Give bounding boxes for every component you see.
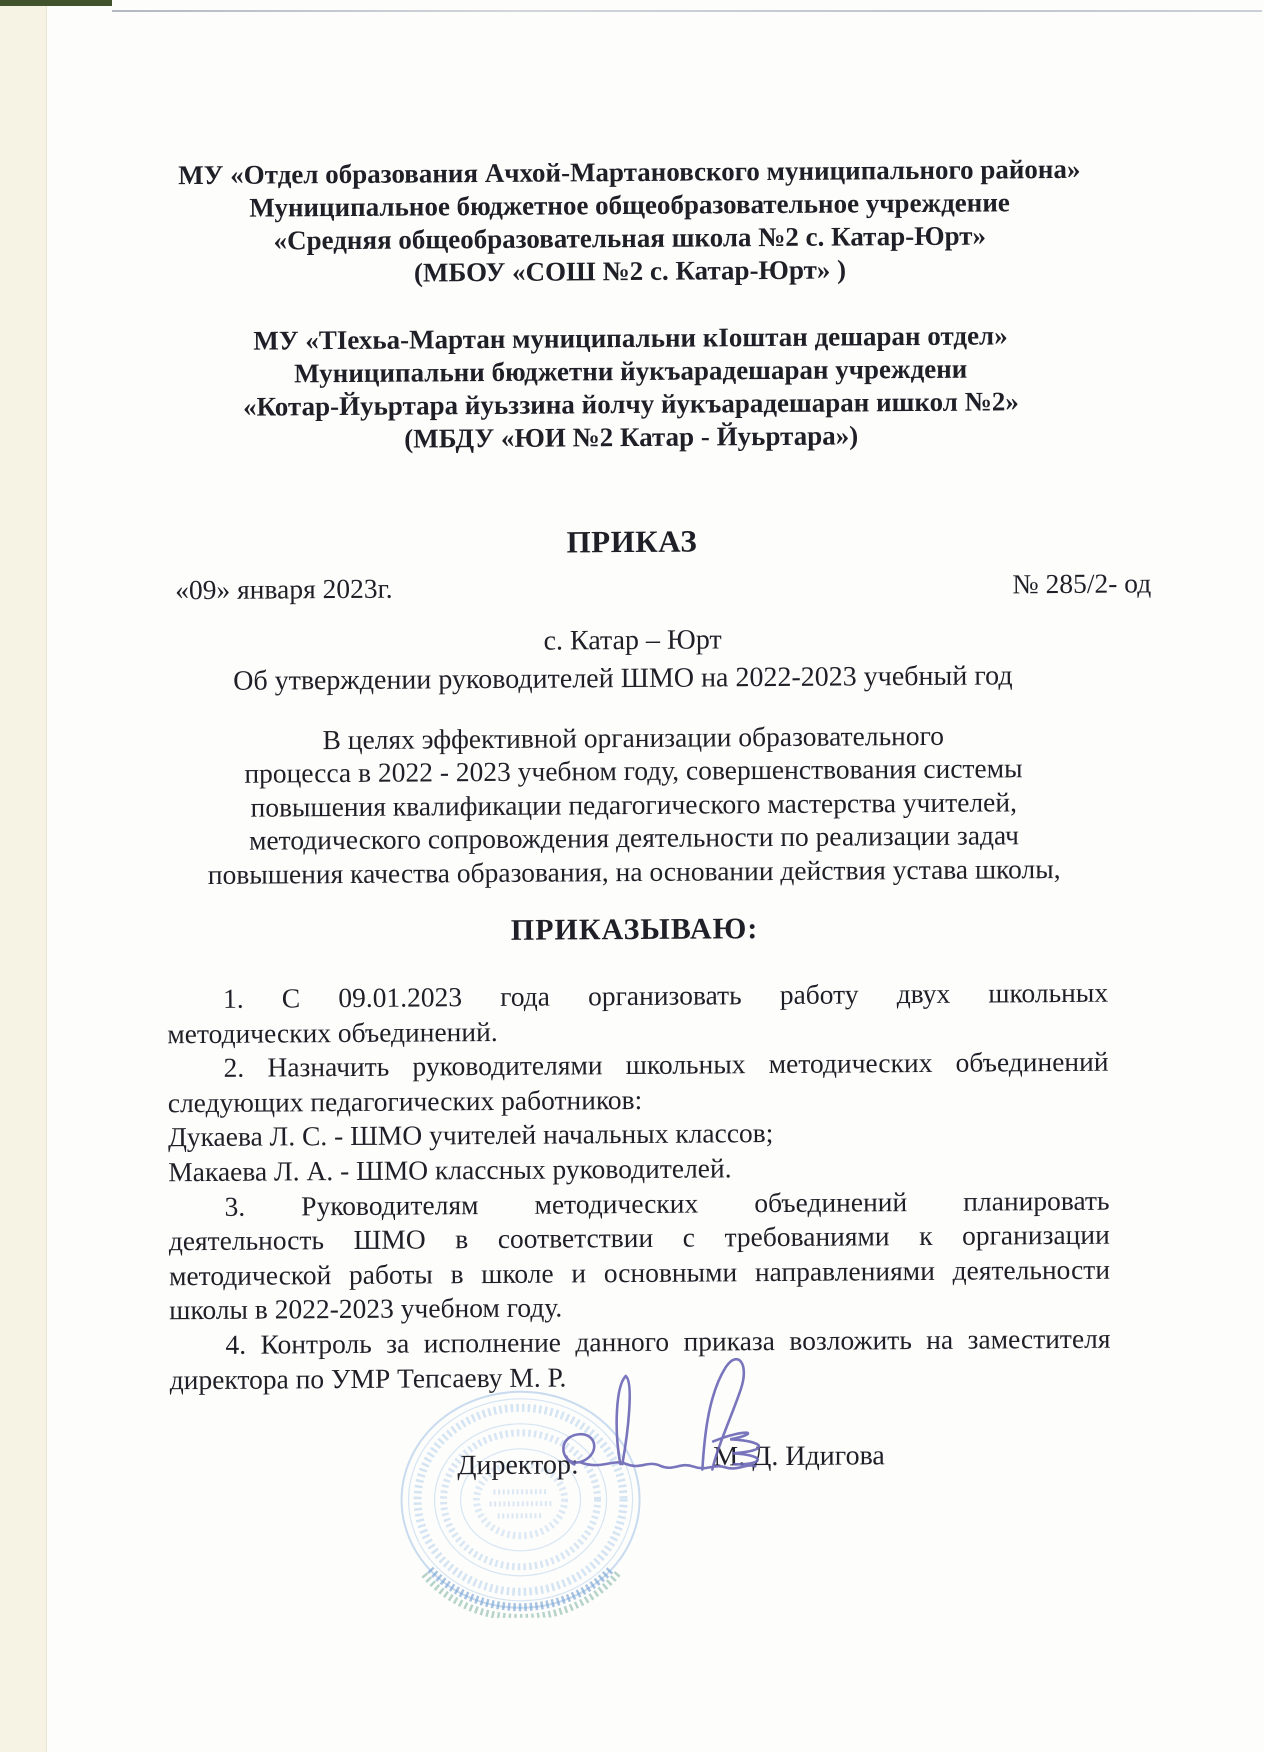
order-number: № 285/2- од: [1012, 567, 1152, 600]
assignment-line-1: Дукаева Л. С. - ШМО учителей начальных классов;: [167, 1117, 774, 1153]
org-header-russian: [156, 153, 1103, 292]
date-number-row: [175, 567, 1151, 606]
item-3-line-1: 3. Руководителям методических объединений планировать: [224, 1184, 1110, 1222]
org-header-chechen: [157, 319, 1104, 458]
org-header-ru-line-4: (МБОУ «СОШ №2 с. Катар-Юрт» ): [413, 254, 847, 288]
item-4-line-2: директора по УМР Тепсаеву М. Р.: [169, 1361, 567, 1395]
resolve-word: ПРИКАЗЫВАЮ:: [510, 912, 759, 947]
director-label: Директор:: [457, 1449, 579, 1482]
preamble-line-4: методического сопровождения деятельности по реализации задач: [248, 819, 1020, 856]
org-header-che-line-4: (МБДУ «ЮИ №2 Катар - Йуьртара»): [404, 420, 859, 454]
order-title: ПРИКАЗ: [566, 523, 698, 560]
assignment-line-2: Макаева Л. А. - ШМО классных руководителей.: [168, 1152, 732, 1188]
order-place: с. Катар – Юрт: [543, 624, 722, 657]
item-3-line-4: школы в 2022-2023 учебном году.: [169, 1291, 563, 1326]
item-1-line-1: 1. С 09.01.2023 года организовать работу двух школьных: [222, 976, 1109, 1014]
item-1-line-2: методических объединений.: [167, 1015, 498, 1049]
org-header-ru-line-1: МУ «Отдел образования Ачхой-Мартановского муниципального района»: [178, 153, 1081, 191]
preamble-line-1: В целях эффективной организации образовательного: [322, 719, 945, 756]
preamble-line-2: процесса в 2022 - 2023 учебном году, совершенствования системы: [244, 752, 1023, 790]
item-4-line-1: 4. Контроль за исполнение данного приказа возложить на заместителя: [225, 1322, 1111, 1360]
org-header-ru-line-2: Муниципальное бюджетное общеобразовательное учреждение: [249, 187, 1010, 223]
preamble-line-5: повышения качества образования, на основании действия устава школы,: [207, 852, 1061, 890]
org-header-che-line-2: Муниципальни бюджетни йукъарадешаран учреждени: [293, 353, 968, 389]
item-2-line-1: 2. Назначить руководителями школьных методических объединений: [223, 1045, 1109, 1084]
director-signature-ink: [550, 1351, 786, 1503]
preamble: [160, 718, 1107, 892]
org-header-ru-line-3: «Средняя общеобразовательная школа №2 с. Катар-Юрт»: [273, 220, 987, 256]
org-header-che-line-3: «Котар-Йуьртара йуьззина йолчу йукъарадешаран ишкол №2»: [242, 386, 1019, 422]
order-subject: Об утверждении руководителей ШМО на 2022-2023 учебный год: [233, 660, 1013, 697]
item-3-line-3: методической работы в школе и основными направлениями деятельности: [168, 1253, 1111, 1291]
preamble-line-3: повышения квалификации педагогического мастерства учителей,: [250, 786, 1018, 823]
item-2-line-2: следующих педагогических работников:: [167, 1083, 643, 1119]
order-date: «09» января 2023г.: [175, 572, 393, 606]
director-name: М. Д. Идигова: [713, 1440, 885, 1473]
order-items: [167, 976, 1111, 1398]
item-3-line-2: деятельность ШМО в соответствии с требованиями к организации: [168, 1218, 1110, 1257]
org-header-che-line-1: МУ «ТIехьа-Мартан муниципальни кIоштан дешаран отдел»: [253, 320, 1008, 356]
